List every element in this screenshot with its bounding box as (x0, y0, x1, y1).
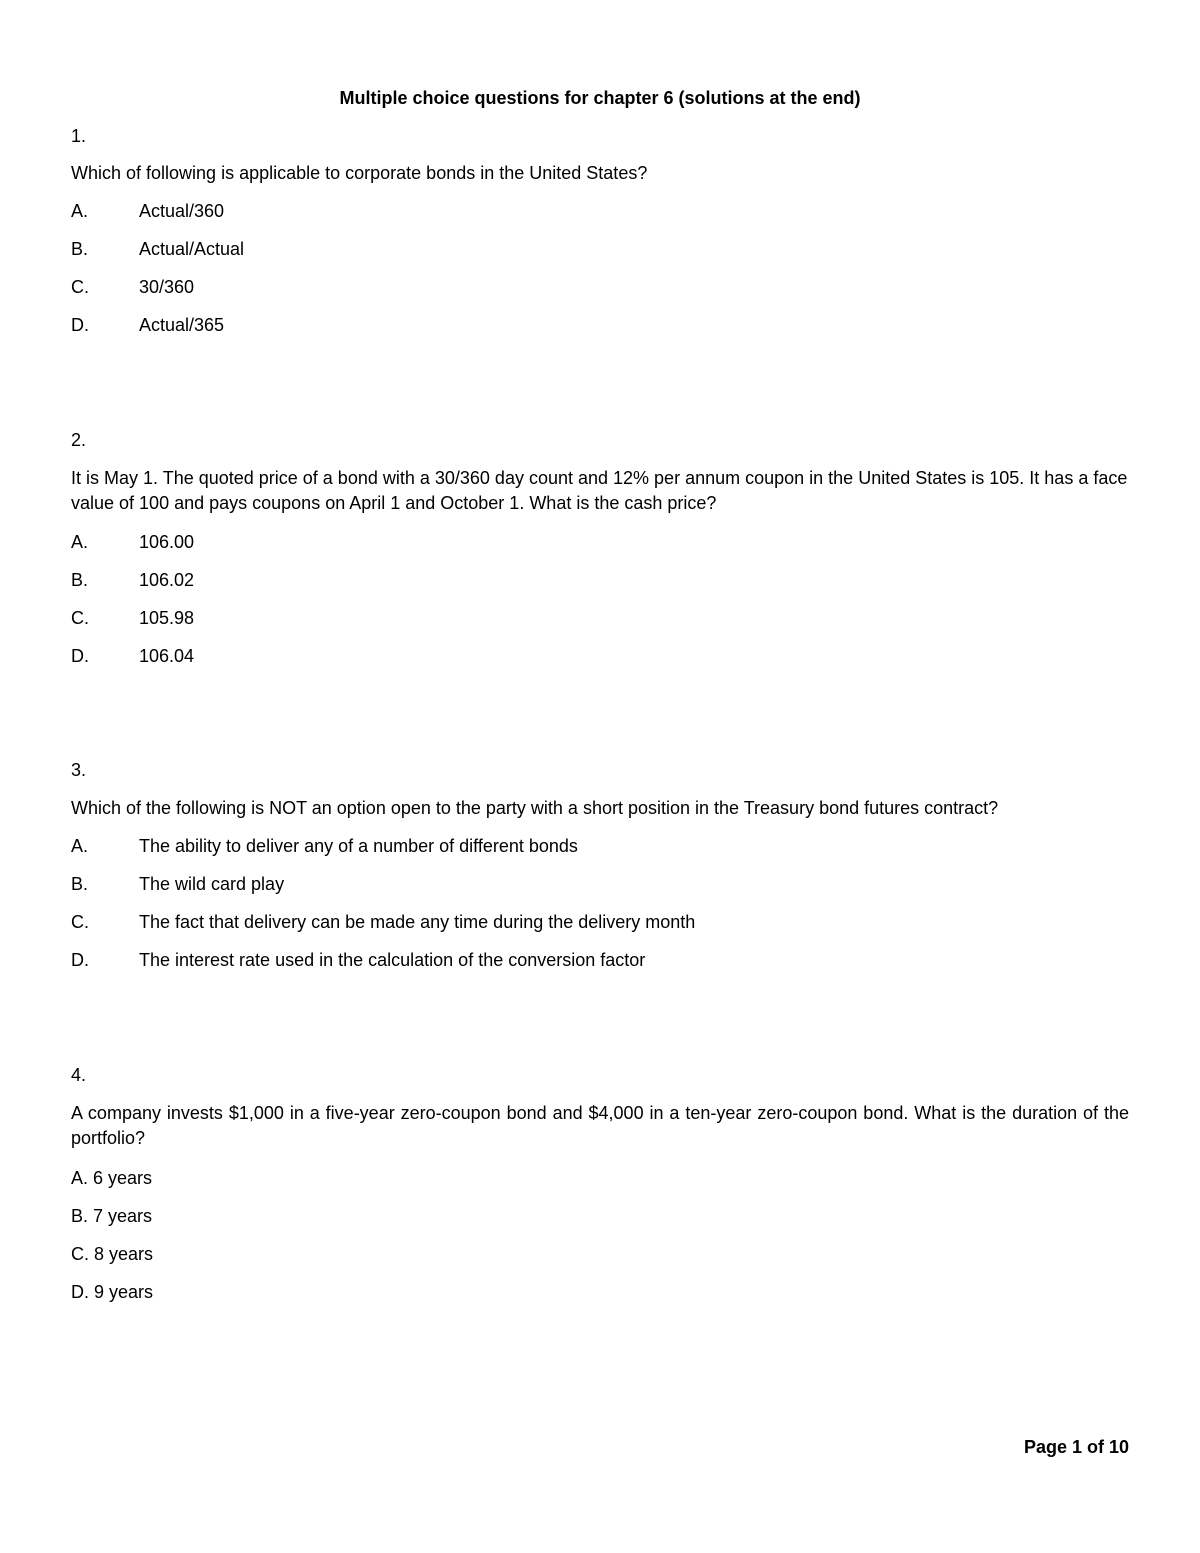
question-2-text: It is May 1. The quoted price of a bond with a 30/360 day count and 12% per annum coupon in the United States is 105. It has a face value of 100 and pays coupons on April 1 and October 1. What is the cash price? (71, 468, 1128, 513)
option-letter: B. (71, 239, 89, 259)
option-text: Actual/365 (139, 315, 225, 335)
question-4-option-b: B. 7 years (71, 1206, 153, 1226)
option-letter: D. (71, 646, 89, 666)
option-text: 30/360 (139, 277, 195, 297)
question-4-number: 4. (71, 1065, 87, 1085)
question-4-option-d: D. 9 years (71, 1282, 154, 1302)
question-2-option-c (71, 606, 194, 630)
option-letter: A. (71, 836, 89, 856)
question-3-number: 3. (71, 760, 87, 780)
question-2-option-a (71, 530, 194, 554)
question-1-number: 1. (71, 126, 87, 146)
question-3-option-a (71, 834, 578, 858)
option-text: The wild card play (139, 874, 285, 894)
option-text: The interest rate used in the calculation of the conversion factor (139, 950, 646, 970)
option-text: 106.02 (139, 570, 195, 590)
page-number: Page 1 of 10 (1023, 1437, 1129, 1457)
option-text: Actual/360 (139, 201, 225, 221)
option-letter: C. (71, 608, 89, 628)
option-text: 105.98 (139, 608, 195, 628)
question-2-option-b (71, 568, 194, 592)
option-text: 106.04 (139, 646, 195, 666)
option-letter: C. (71, 912, 89, 932)
question-1-option-d (71, 313, 224, 337)
question-1-option-c (71, 275, 194, 299)
question-2-option-d (71, 644, 194, 668)
question-1-text: Which of following is applicable to corporate bonds in the United States? (71, 163, 648, 183)
option-letter: C. (71, 277, 89, 297)
question-4-text: A company invests $1,000 in a five-year zero-coupon bond and $4,000 in a ten-year zero-coupon bond. What is the duration of the portfolio? (71, 1103, 1129, 1148)
option-text: 106.00 (139, 532, 195, 552)
question-1-option-a (71, 199, 224, 223)
question-4-option-c: C. 8 years (71, 1244, 154, 1264)
option-text: Actual/Actual (139, 239, 245, 259)
question-2-number: 2. (71, 430, 87, 450)
question-3-text: Which of the following is NOT an option open to the party with a short position in the Treasury bond futures contract? (71, 798, 999, 818)
question-3-option-d (71, 948, 645, 972)
document-title: Multiple choice questions for chapter 6 (solutions at the end) (339, 88, 861, 108)
option-letter: B. (71, 570, 89, 590)
question-4-option-a: A. 6 years (71, 1168, 153, 1188)
option-text: The ability to deliver any of a number of different bonds (139, 836, 578, 856)
option-text: The fact that delivery can be made any time during the delivery month (139, 912, 696, 932)
question-1-option-b (71, 237, 244, 261)
question-3-option-c (71, 910, 695, 934)
option-letter: A. (71, 201, 89, 221)
option-letter: A. (71, 532, 89, 552)
question-3-option-b (71, 872, 284, 896)
option-letter: D. (71, 315, 89, 335)
option-letter: B. (71, 874, 89, 894)
option-letter: D. (71, 950, 89, 970)
